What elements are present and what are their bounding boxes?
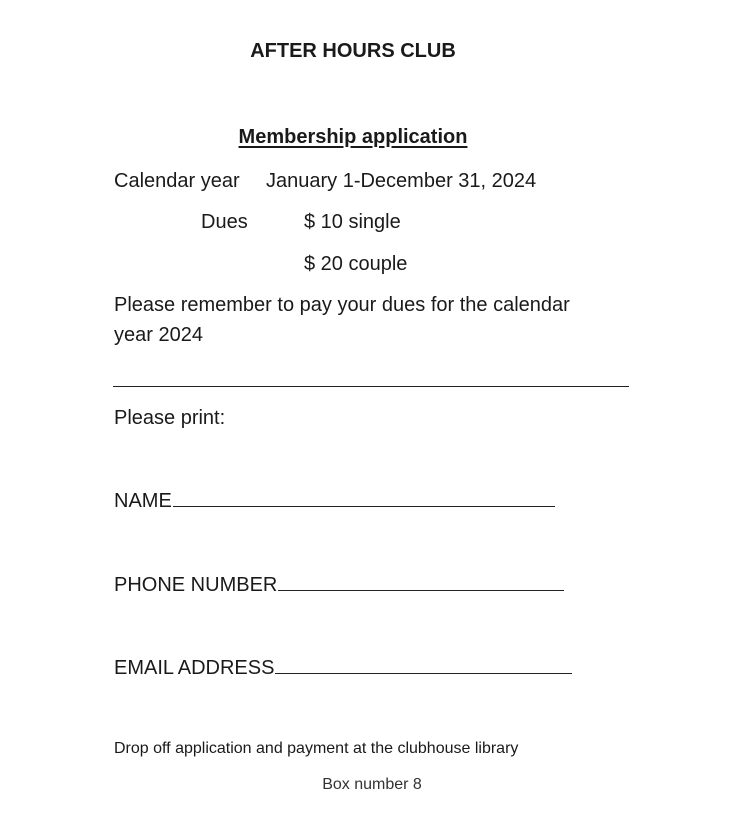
calendar-year-value: January 1-December 31, 2024	[266, 170, 537, 192]
print-prompt: Please print:	[114, 407, 226, 429]
name-label: NAME	[114, 490, 172, 512]
email-field[interactable]	[114, 657, 572, 680]
phone-field[interactable]	[114, 574, 564, 597]
dues-couple: $ 20 couple	[304, 253, 408, 275]
form-title: Membership application	[238, 126, 468, 148]
separator-rule	[113, 386, 629, 387]
email-blank-line[interactable]	[275, 672, 572, 674]
phone-blank-line[interactable]	[278, 589, 564, 591]
email-label: EMAIL ADDRESS	[114, 657, 275, 679]
calendar-year-label: Calendar year	[114, 170, 240, 192]
reminder-line-1: Please remember to pay your dues for the calendar	[114, 294, 570, 316]
box-number: Box number 8	[322, 776, 422, 793]
dues-label: Dues	[201, 211, 248, 233]
name-blank-line[interactable]	[173, 505, 555, 507]
name-field[interactable]	[114, 490, 555, 513]
reminder-line-2: year 2024	[114, 324, 203, 346]
club-title: AFTER HOURS CLUB	[250, 40, 456, 62]
dues-single: $ 10 single	[304, 211, 401, 233]
dropoff-instructions: Drop off application and payment at the clubhouse library	[114, 740, 519, 757]
phone-label: PHONE NUMBER	[114, 574, 278, 596]
